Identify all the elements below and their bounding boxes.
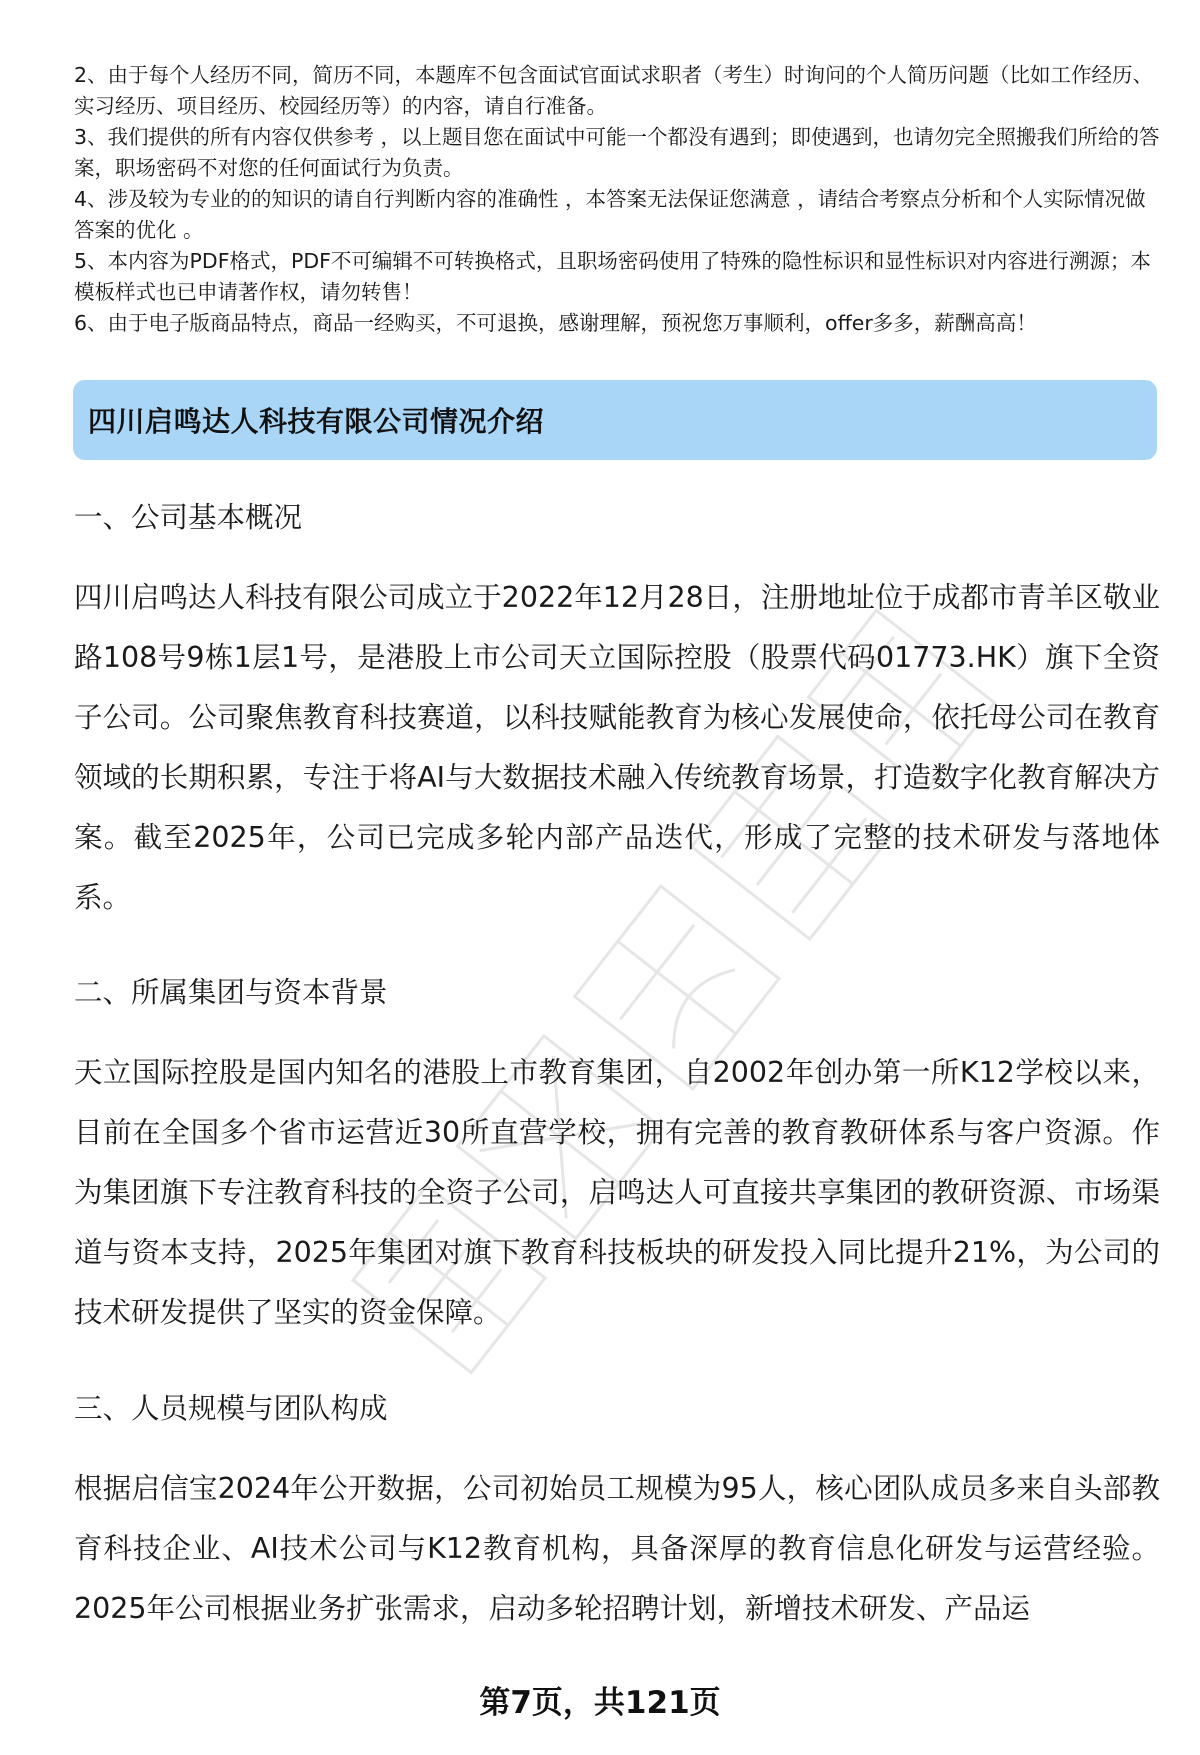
note-item: 4、涉及较为专业的的知识的请自行判断内容的准确性 ，本答案无法保证您满意 ，请结合考察点分析和个人实际情况做答案的优化 。 — [74, 187, 1146, 242]
note-item: 2、由于每个人经历不同，简历不同，本题库不包含面试官面试求职者（考生）时询问的个人简历问题（比如工作经历、实习经历、项目经历、校园经历等）的内容，请自行准备。 — [74, 63, 1154, 118]
note-item: 3、我们提供的所有内容仅供参考 ，以上题目您在面试中可能一个都没有遇到；即使遇到，也请勿完全照搬我们所给的答案，职场密码不对您的任何面试行为负责。 — [74, 125, 1160, 180]
section-company-overview — [74, 498, 1160, 928]
page-number: 第7页，共121页 — [479, 1685, 721, 1721]
section-heading: 三、人员规模与团队构成 — [74, 1392, 388, 1425]
section-banner — [73, 380, 1157, 460]
section-body: 根据启信宝2024年公开数据，公司初始员工规模为95人，核心团队成员多来自头部教育科技企业、AI技术公司与K12教育机构，具备深厚的教育信息化研发与运营经验。2025年公司根据业务扩张需求，启动多轮招聘计划，新增技术研发、产品运 — [74, 1472, 1160, 1625]
section-heading: 一、公司基本概况 — [74, 501, 303, 534]
section-group-background — [74, 973, 1160, 1343]
section-body: 天立国际控股是国内知名的港股上市教育集团，自2002年创办第一所K12学校以来，目前在全国多个省市运营近30所直营学校，拥有完善的教育教研体系与客户资源。作为集团旗下专注教育科技的全资子公司，启鸣达人可直接共享集团的教研资源、市场渠道与资本支持，2025年集团对旗下教育科技板块的研发投入同比提升21%，为公司的技术研发提供了坚实的资金保障。 — [74, 1056, 1160, 1329]
section-team-structure — [74, 1389, 1160, 1639]
banner-title: 四川启鸣达人科技有限公司情况介绍 — [88, 405, 545, 438]
disclaimer-notes — [74, 60, 1160, 339]
section-body: 四川启鸣达人科技有限公司成立于2022年12月28日，注册地址位于成都市青羊区敬业路108号9栋1层1号，是港股上市公司天立国际控股（股票代码01773.HK）旗下全资子公司。公司聚焦教育科技赛道，以科技赋能教育为核心发展使命，依托母公司在教育领域的长期积累，专注于将AI与大数据技术融入传统教育场景，打造数字化教育解决方案。截至2025年，公司已完成多轮内部产品迭代，形成了完整的技术研发与落地体系。 — [74, 581, 1160, 914]
note-item: 6、由于电子版商品特点，商品一经购买，不可退换，感谢理解，预祝您万事顺利，offer多多，薪酬高高！ — [74, 311, 1037, 335]
section-heading: 二、所属集团与资本背景 — [74, 976, 388, 1009]
note-item: 5、本内容为PDF格式，PDF不可编辑不可转换格式，且职场密码使用了特殊的隐性标识和显性标识对内容进行溯源；本模板样式也已申请著作权，请勿转售！ — [74, 249, 1151, 304]
